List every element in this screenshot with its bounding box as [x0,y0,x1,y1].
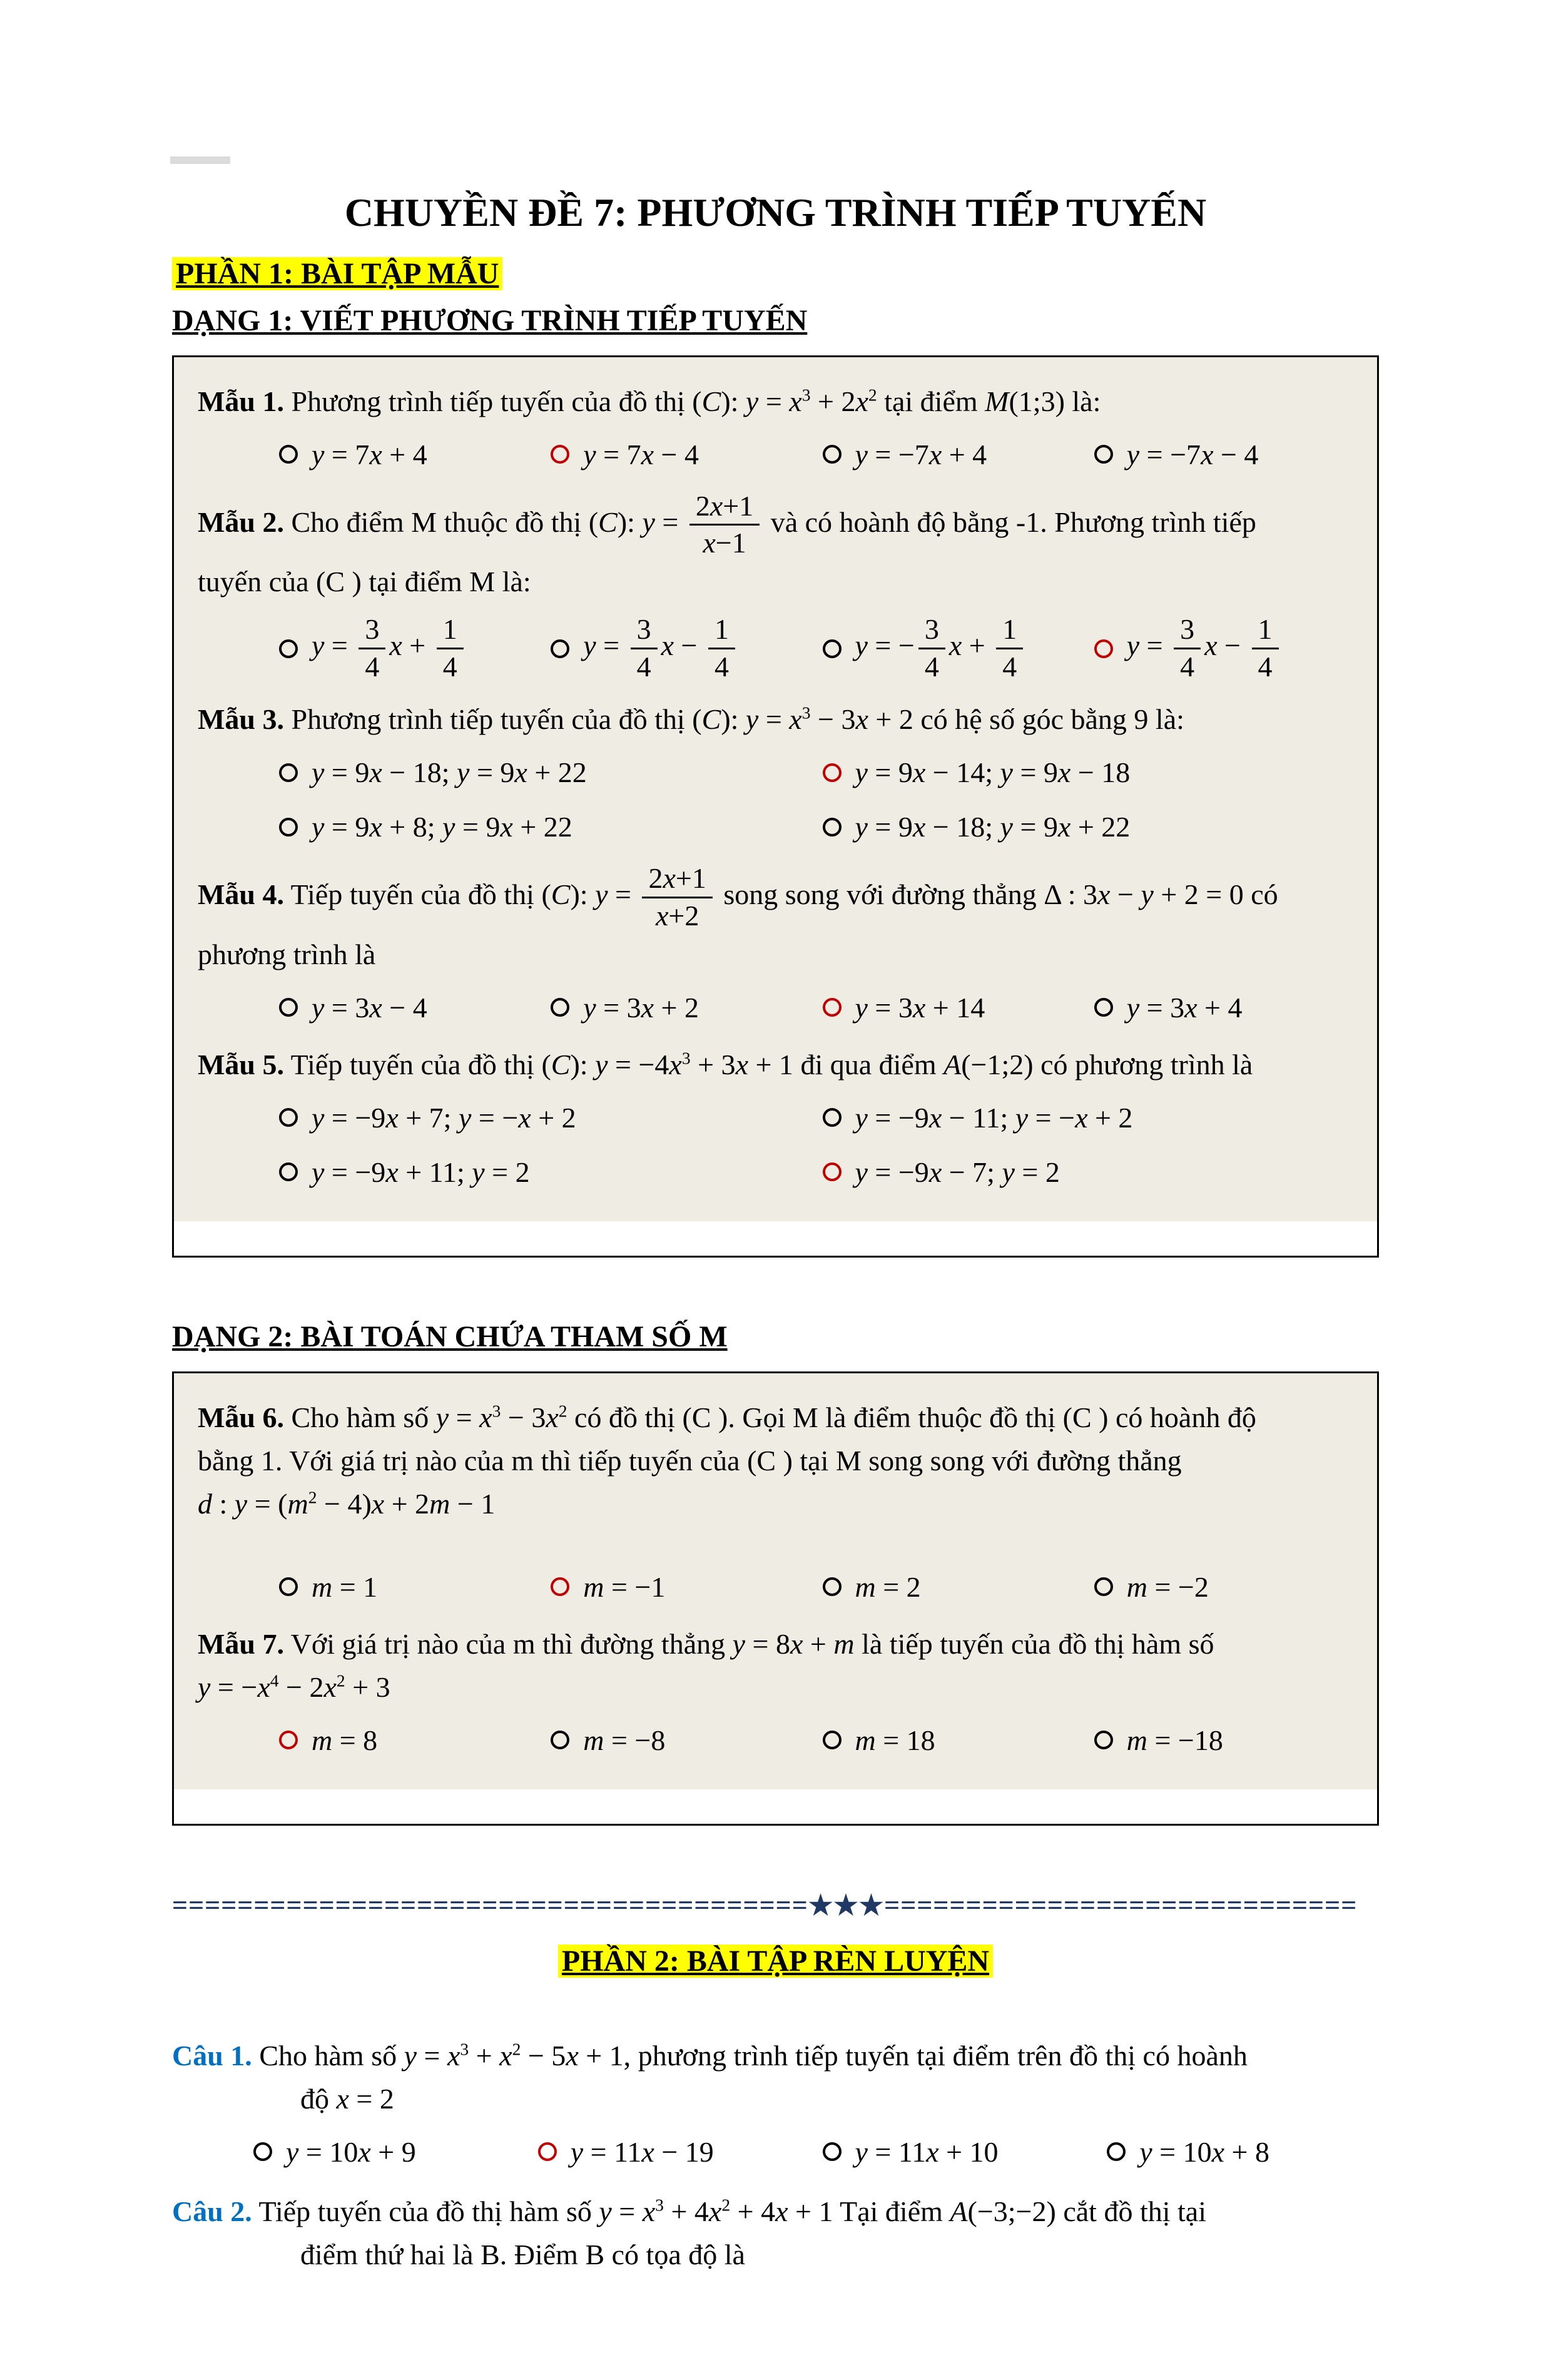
option-text: y = 9x − 14; y = 9x − 18 [855,756,1131,789]
options-row [279,751,1353,848]
option-text: y = 9x − 18; y = 9x + 22 [312,756,587,789]
question-label: Mẫu 1. [198,385,284,417]
answer-option [823,1096,1354,1139]
text-run: Cho hàm số [259,2039,404,2072]
option-text: y = 3x + 2 [583,991,699,1024]
math-expression: (C): y = $\frac{2x+1}{x-1}$ [589,506,763,538]
question-statement [198,380,1353,423]
question-statement [172,2190,1379,2276]
question-box-2-content [174,1373,1377,1789]
radio-circle [1107,2142,1126,2161]
text-run: là tiếp tuyến của đồ thị hàm số [854,1627,1214,1660]
dang1-heading-text: DẠNG 1: VIẾT PHƯƠNG TRÌNH TIẾP TUYẾN [172,303,808,337]
radio-circle [1094,998,1113,1017]
answer-option [551,613,810,684]
answer-option [279,433,538,476]
option-text: y = −9x + 11; y = 2 [312,1156,530,1188]
answer-option [823,986,1082,1029]
answer-option [279,1096,810,1139]
answer-option [551,1719,810,1762]
question-statement [198,1043,1353,1086]
text-run: và có hoành độ bằng -1. Phương trình tiếp [763,506,1256,538]
radio-circle [279,998,298,1017]
question-label: Mẫu 3. [198,703,284,736]
option-text: y = −9x + 7; y = −x + 2 [312,1101,576,1134]
radio-circle [279,1108,298,1127]
options-row [279,986,1353,1029]
radio-circle [1094,445,1113,464]
option-text: y = 11x − 19 [570,2135,714,2168]
math-expression: y = 8x + m [732,1627,855,1660]
question-cau-2 [172,2190,1379,2276]
options-row [279,1565,1353,1609]
radio-circle [279,1162,298,1181]
radio-circle [279,445,298,464]
text-run: cắt đồ thị tại [1055,2195,1206,2227]
answer-option [279,1565,538,1609]
text-run: Tại điểm [833,2195,950,2227]
radio-circle [823,1108,842,1127]
answer-option [823,751,1354,794]
question-box-1-content [174,357,1377,1221]
question-label: Câu 1. [172,2039,252,2072]
option-text: y = − $\frac{3}{4}$ x + $\frac{1}{4}$ [855,613,1027,684]
answer-option [1107,2130,1379,2174]
radio-circle-selected [823,1162,842,1181]
math-expression: (C): $y = -4x^3 + 3x + 1$ [541,1048,793,1081]
option-text: y = $\frac{3}{4}$ x − $\frac{1}{4}$ [1127,613,1283,684]
answer-option [551,1565,810,1609]
question-statement [198,862,1353,976]
answer-option [1094,433,1353,476]
question-statement [198,1622,1353,1709]
text-run: song song với đường thẳng [716,878,1044,911]
option-text: y = −7x − 4 [1126,438,1259,470]
section-heading-part1 [172,254,1379,295]
question-box-2 [172,1371,1379,1826]
question-mau-1 [198,380,1353,476]
practice-section [172,2034,1379,2276]
answer-option [279,986,538,1029]
question-mau-6 [198,1396,1353,1609]
text-run: độ [300,2082,337,2115]
option-text: y = 3x + 14 [855,991,985,1024]
question-label: Mẫu 6. [198,1401,284,1433]
question-statement [198,490,1353,604]
text-run: Cho hàm số [291,1401,436,1433]
radio-circle-selected [538,2142,557,2161]
option-text: m = −8 [583,1724,666,1756]
text-run: đi qua điểm [793,1048,944,1081]
math-expression: $y = -x^4 - 2x^2 + 3$ [198,1671,390,1703]
answer-option [279,805,810,848]
question-label: Mẫu 7. [198,1627,284,1660]
answer-option [1094,1565,1353,1609]
text-run: Tiếp tuyến của đồ thị [290,1048,542,1081]
radio-circle [823,1731,842,1749]
text-run: Phương trình tiếp tuyến của đồ thị [291,703,693,736]
section-heading-part2 [172,1939,1379,1984]
option-text: y = $\frac{3}{4}$ x + $\frac{1}{4}$ [312,613,467,684]
option-text: y = 7x − 4 [583,438,699,470]
scan-artifact [170,156,230,164]
answer-option [823,1151,1354,1194]
answer-option [823,805,1354,848]
part1-heading-text: PHẦN 1: BÀI TẬP MẪU [172,257,502,290]
answer-option [279,751,810,794]
options-row [279,1096,1353,1194]
option-text: y = −9x − 11; y = −x + 2 [855,1101,1133,1134]
text-run: Cho điểm M thuộc đồ thị [291,506,589,538]
question-label: Mẫu 5. [198,1048,284,1081]
question-mau-5 [198,1043,1353,1194]
math-expression: d : $y = (m^2 - 4)x + 2m - 1$ [198,1487,496,1520]
math-expression: (C): y = $\frac{2x+1}{x+2}$ [541,878,716,910]
text-run: có phương trình là [1033,1048,1253,1081]
option-text: y = 11x + 10 [855,2135,999,2168]
radio-circle [279,763,298,782]
option-text: y = 3x + 4 [1126,991,1243,1024]
option-text: y = $\frac{3}{4}$ x − $\frac{1}{4}$ [583,613,739,684]
math-expression: A(−3;−2) [950,2195,1056,2227]
section-divider [172,1885,1379,1926]
section-heading-dang1 [172,301,1379,342]
answer-option [551,433,810,476]
text-run: bằng 1. Với giá trị nào của m thì tiếp tuyến của (C ) tại M song song với đường thẳng [198,1444,1182,1477]
option-text: y = −9x − 7; y = 2 [855,1156,1060,1188]
radio-circle-selected [823,763,842,782]
text-run: Với giá trị nào của m thì đường thẳng [290,1627,733,1660]
option-text: m = −18 [1126,1724,1223,1756]
option-text: y = 9x + 8; y = 9x + 22 [312,811,572,843]
radio-circle-selected [279,1731,298,1749]
part2-heading-text: PHẦN 2: BÀI TẬP RÈN LUYỆN [558,1945,993,1978]
option-text: m = 18 [855,1724,935,1756]
answer-option [253,2130,526,2174]
answer-option [538,2130,810,2174]
text-run: Phương trình tiếp tuyến của đồ thị [291,385,693,417]
question-box-1 [172,355,1379,1258]
radio-circle-selected [823,998,842,1017]
question-mau-4 [198,862,1353,1029]
math-expression: A(−1;2) [943,1048,1034,1081]
options-row [253,2130,1379,2174]
answer-option [823,613,1082,684]
radio-circle-selected [1094,639,1113,658]
math-expression: (C): $y = x^3 + 2x^2$ [692,385,877,417]
question-mau-2 [198,490,1353,684]
radio-circle [1094,1577,1113,1596]
answer-option [1094,1719,1353,1762]
question-mau-3 [198,698,1353,848]
text-run: Tiếp tuyến của đồ thị [290,878,542,911]
math-expression: $y = x^3 - 3x^2$ [435,1401,567,1433]
math-expression: $y = x^3 + x^2 - 5x + 1$, [404,2039,631,2072]
radio-circle [823,2142,842,2161]
answer-option [823,2130,1095,2174]
options-row [279,613,1353,684]
radio-circle [823,639,842,658]
radio-circle-selected [551,445,569,464]
question-cau-1 [172,2034,1379,2174]
answer-option [1094,986,1353,1029]
option-text: m = 1 [312,1570,378,1603]
option-text: y = 9x − 18; y = 9x + 22 [855,811,1131,843]
question-label: Mẫu 2. [198,506,284,538]
radio-circle [1094,1731,1113,1749]
divider-left: ======================================= [172,1889,808,1921]
answer-option [1094,613,1353,684]
text-run: tuyến của (C ) tại điểm M là: [198,566,531,598]
text-run: tại điểm [877,385,985,417]
answer-option [551,986,810,1029]
radio-circle [279,1577,298,1596]
option-text: y = 7x + 4 [312,438,427,470]
radio-circle [551,998,569,1017]
text-run: phương trình là [198,938,376,970]
question-label: Mẫu 4. [198,878,284,911]
radio-circle [823,445,842,464]
radio-circle [279,639,298,658]
text-run: có hệ số góc bằng 9 là: [913,703,1184,736]
radio-circle [551,639,569,658]
question-label: Câu 2. [172,2195,252,2227]
page-title: CHUYỀN ĐỀ 7: PHƯƠNG TRÌNH TIẾP TUYẾN [344,190,1207,235]
answer-option [823,433,1082,476]
text-run: là: [1064,385,1101,417]
answer-option [823,1565,1082,1609]
radio-circle [279,818,298,837]
math-expression: $y = x^3 + 4x^2 + 4x + 1$ [599,2195,833,2227]
option-text: m = −1 [583,1570,666,1603]
question-statement [172,2034,1379,2120]
option-text: m = 2 [855,1570,921,1603]
math-expression: M(1;3) [985,385,1065,417]
radio-circle [253,2142,272,2161]
options-row [279,1719,1353,1762]
section-heading-dang2 [172,1317,1379,1358]
math-expression: (C): $y = x^3 - 3x + 2$ [692,703,913,736]
math-expression: Δ : 3x − y + 2 = 0 [1044,878,1244,911]
radio-circle [551,1731,569,1749]
option-text: y = 10x + 8 [1139,2135,1269,2168]
radio-circle-selected [551,1577,569,1596]
question-statement [198,1396,1353,1525]
option-text: y = −7x + 4 [855,438,987,470]
radio-circle [823,1577,842,1596]
math-expression: x = 2 [336,2082,394,2115]
answer-option [279,1151,810,1194]
text-run: phương trình tiếp tuyến tại điểm trên đồ thị có hoành [631,2039,1248,2072]
divider-right: ============================= [884,1889,1358,1921]
radio-circle [823,818,842,837]
question-statement [198,698,1353,741]
option-text: m = 8 [312,1724,378,1756]
option-text: y = 10x + 9 [286,2135,416,2168]
stars-decoration: ★★★ [808,1889,885,1921]
option-text: y = 3x − 4 [312,991,427,1024]
text-run: Tiếp tuyến của đồ thị hàm số [258,2195,599,2227]
text-run: có đồ thị (C ). Gọi M là điểm thuộc đồ thị (C ) có hoành độ [567,1401,1256,1433]
question-mau-7 [198,1622,1353,1762]
answer-option [823,1719,1082,1762]
option-text: m = −2 [1126,1570,1209,1603]
answer-option [279,1719,538,1762]
text-run: điểm thứ hai là B. Điểm B có tọa độ là [300,2238,745,2271]
answer-option [279,613,538,684]
text-run: có [1243,878,1278,911]
dang2-heading-text: DẠNG 2: BÀI TOÁN CHỨA THAM SỐ M [172,1320,728,1353]
options-row [279,433,1353,476]
